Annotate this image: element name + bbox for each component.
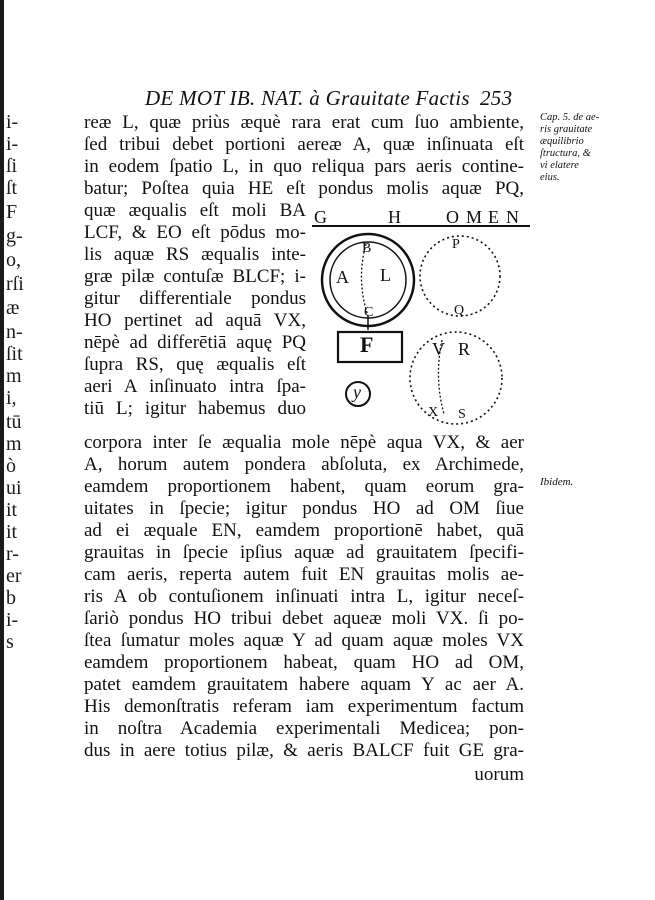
label-a: A [336,267,349,287]
text-line: ſed tribui debet portioni aereæ A, quæ inſinuata eſt [84,134,524,155]
margin-fragment: b [6,587,16,609]
text-line: ris A ob contuſionem inſinuati intra L, igitur neceſ- [84,586,524,607]
text-line: nēpè ad differētiā aquę PQ [84,332,306,353]
text-line: grauitas in ſpecie ipſius aquæ ad grauitatem ſpecifi- [84,542,524,563]
label-e: E [488,207,499,227]
marginal-note-line: Cap. 5. de ae- [540,112,600,123]
text-line: batur; Poſtea quia HE eſt pondus molis aquæ PQ, [84,178,524,199]
text-line: His demonſtratis referam iam experimentum factum [84,696,524,717]
margin-fragment: F [6,201,18,223]
marginal-note-ibidem: Ibidem. [540,476,574,488]
text-line: patet eamdem grauitatem habere aquam Y ac aer A. [84,674,524,695]
text-line: reæ L, quæ priùs æquè rara erat cum ſuo ambiente, [84,112,524,133]
margin-fragment: ſit [6,343,23,365]
marginal-note-line: ris grauitate [540,124,593,135]
margin-fragment: tū [6,411,22,433]
margin-fragment: it [6,521,18,543]
text-line: uitates in ſpecie; igitur pondus HO ad OM ſiue [84,498,524,519]
label-g: G [314,207,327,227]
diagram-drawing [308,208,538,440]
text-line: corpora inter ſe æqualia mole nēpè aqua VX, & aer [84,432,524,453]
margin-fragment: g- [6,225,23,247]
running-header [145,86,530,112]
diagram-figure [308,208,538,440]
margin-fragment: æ [6,297,20,319]
label-m: M [466,207,483,227]
label-f: F [360,332,374,357]
catchword: uorum [474,764,524,785]
text-line: A, horum autem pondera abſoluta, ex Archimede, [84,454,524,475]
label-q: Q [454,303,465,318]
text-line: aeri A inſinuato intra ſpa- [84,376,306,397]
label-c: C [364,305,374,320]
text-line: græ pilæ contuſæ BLCF; i- [84,266,306,287]
label-o: O [446,207,459,227]
text-line: cam aeris, reperta autem fuit EN grauitas molis ae- [84,564,524,585]
dotted-sphere-vrxs [410,332,502,424]
scan-edge [0,0,4,900]
margin-fragment: n- [6,321,23,343]
margin-fragment: er [6,565,22,587]
page-number: 253 [480,86,513,110]
text-line: tiū L; igitur habemus duo [84,398,306,419]
text-line: gitur differentiale pondus [84,288,306,309]
text-line: eamdem proportionem habent, quam eorum gra- [84,476,524,497]
margin-fragment: s [6,631,14,653]
marginal-note-chapter [540,112,650,184]
margin-fragment: i- [6,609,19,631]
text-line: in noſtra Academia experimentali Medicea; pon- [84,718,524,739]
label-h: H [388,207,401,227]
margin-fragment: m [6,365,22,387]
marginal-note-line: vi elatere [540,160,579,171]
label-s: S [458,407,466,422]
label-p: P [452,237,460,252]
label-r: R [458,339,471,359]
text-line: ſtea ſumatur moles aquæ Y ad quam aquæ moles VX [84,630,524,651]
label-y: y [353,382,361,402]
label-b: B [362,241,372,256]
margin-fragment: it [6,499,18,521]
margin-fragment: i- [6,111,19,133]
margin-fragment: i- [6,133,19,155]
margin-fragment: ſt [6,177,18,199]
text-line: dus in aere totius pilæ, & aeris BALCF fuit GE gra- [84,740,524,761]
label-l: L [380,265,391,285]
label-x: X [428,405,439,420]
margin-fragment: i, [6,387,17,409]
margin-fragment: o, [6,249,21,271]
margin-fragment: ui [6,477,22,499]
marginal-note-line: ſtructura, & [540,148,591,159]
text-line: ſariò pondus HO tribui debet aqueæ moli VX. ſi po- [84,608,524,629]
text-line: in eodem ſpatio L, in quo reliqua pars aeris contine- [84,156,524,177]
margin-fragment: m [6,433,22,455]
marginal-note-line: æquilibrio [540,136,584,147]
label-n: N [506,207,519,227]
text-line: LCF, & EO eſt pōdus mo- [84,222,306,243]
text-line: quæ æqualis eſt moli BA [84,200,306,221]
text-line: eamdem proportionem habeat, quam HO ad OM, [84,652,524,673]
text-line: HO pertinet ad aquā VX, [84,310,306,331]
text-line: ad ei æquale EN, eamdem proportionē habet, quā [84,520,524,541]
marginal-note-line: eius. [540,172,560,183]
margin-fragment: ò [6,455,16,477]
label-v: V [432,339,445,359]
text-line: lis aquæ RS æqualis inte- [84,244,306,265]
margin-fragment: ſi [6,155,18,177]
margin-fragment: rſi [6,273,24,295]
running-title: DE MOT IB. NAT. à Grauitate Factis [145,86,470,110]
text-line: ſupra RS, quę æqualis eſt [84,354,306,375]
margin-fragment: r- [6,543,19,565]
